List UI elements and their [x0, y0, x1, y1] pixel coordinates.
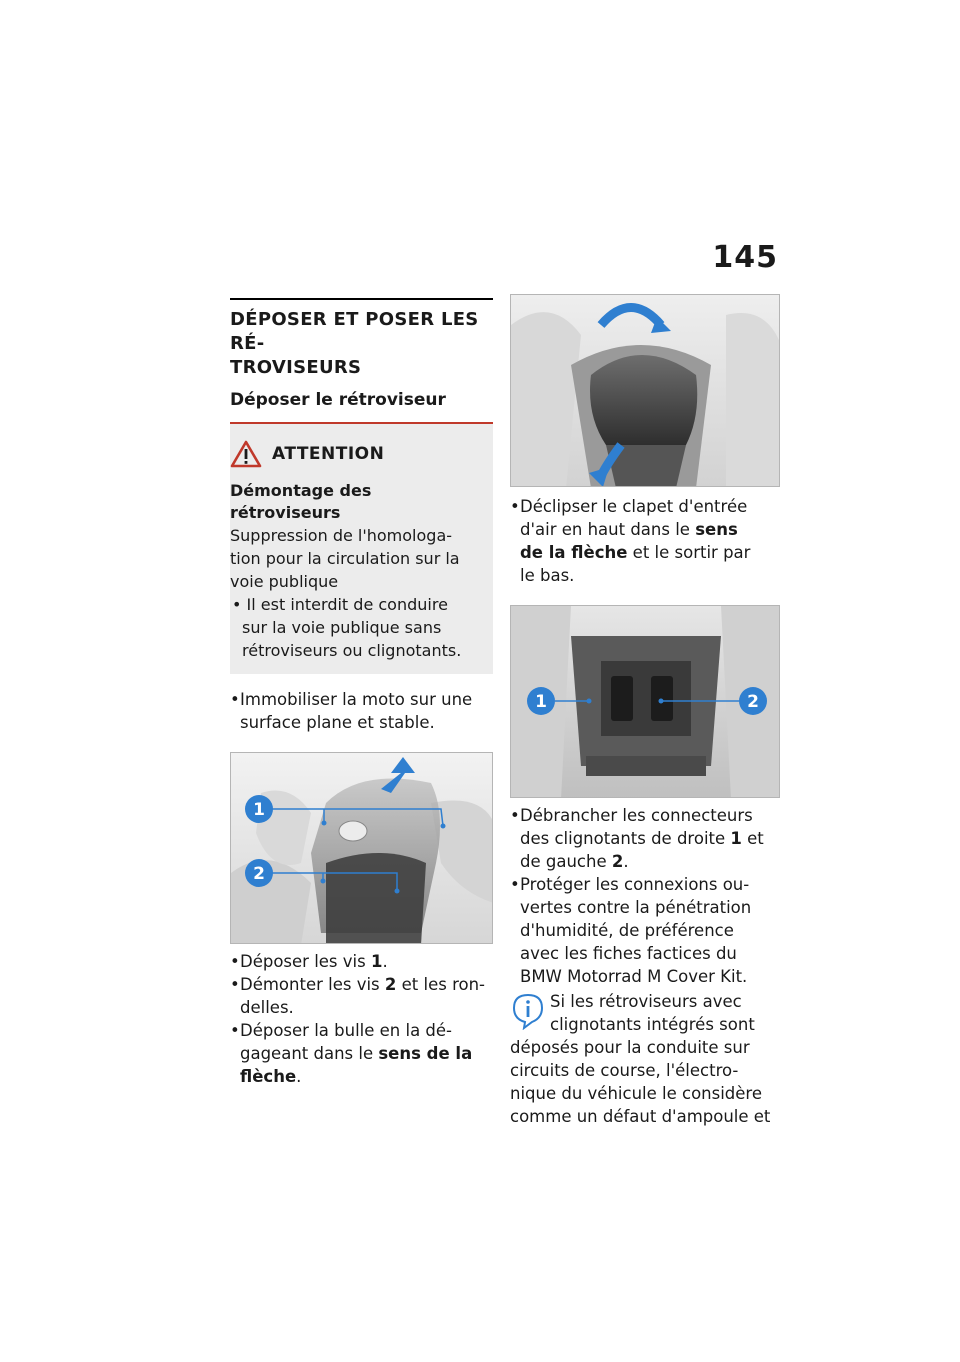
warning-title: ATTENTION: [272, 444, 385, 464]
warning-bullet-line: sur la voie publique sans: [242, 618, 442, 637]
step-immobilize: • Immobiliser la moto sur une surface plane et stable.: [230, 688, 493, 734]
step-line: Immobiliser la moto sur une: [240, 690, 473, 709]
warning-text-line: Suppression de l'homologa-: [230, 526, 453, 545]
figure-air-intake-flap: [510, 294, 780, 487]
info-line: nique du véhicule le considère: [510, 1084, 762, 1103]
callout-1: 1: [253, 800, 265, 820]
figure-windscreen-screws: [230, 752, 493, 944]
warning-subject: Démontage des rétroviseurs: [230, 481, 372, 522]
step-remove-screws-2: • Démonter les vis 2 et les ron- delles.: [230, 975, 486, 1017]
section-title: [230, 308, 493, 380]
warning-header: [230, 440, 483, 468]
callout-1: 1: [535, 692, 547, 712]
section-title-line-1: DÉPOSER ET POSER LES RÉ-: [230, 309, 479, 354]
page-number: 145: [712, 240, 778, 275]
info-note: [510, 990, 782, 1128]
step-remove-windscreen: • Déposer la bulle en la dé- gageant dans le sens de la flèche.: [230, 1021, 473, 1086]
info-line: Si les rétroviseurs avec: [550, 992, 742, 1011]
right-steps: [510, 804, 782, 988]
info-line: déposés pour la conduite sur: [510, 1038, 750, 1057]
step-line: surface plane et stable.: [240, 713, 435, 732]
warning-triangle-icon: [230, 440, 262, 468]
step-unclip-flap: • Déclipser le clapet d'entrée d'air en haut dans le sens de la flèche et le sortir par le bas.: [510, 497, 751, 585]
warning-box: [230, 424, 493, 674]
warning-text-line: voie publique: [230, 572, 339, 591]
left-column: [230, 298, 493, 1088]
warning-text-line: tion pour la circulation sur la: [230, 549, 460, 568]
warning-text: [230, 524, 483, 593]
right-column: [510, 294, 782, 1128]
info-line: comme un défaut d'ampoule et: [510, 1107, 771, 1126]
info-line: circuits de course, l'électro-: [510, 1061, 739, 1080]
info-line: clignotants intégrés sont: [550, 1015, 755, 1034]
warning-bullet: • Il est interdit de conduire sur la voie publique sans rétroviseurs ou clignotants.: [230, 593, 483, 662]
subsection-title: Déposer le rétroviseur: [230, 388, 493, 424]
section-title-line-2: TROVISEURS: [230, 357, 362, 378]
callout-2: 2: [253, 864, 265, 884]
figure-indicator-connectors: [510, 605, 780, 798]
step-disconnect-indicators: • Débrancher les connecteurs des clignotants de droite 1 et de gauche 2.: [510, 806, 764, 871]
callout-2: 2: [747, 692, 759, 712]
step-protect-connections: • Protéger les connexions ou- vertes contre la pénétration d'humidité, de préférence avec les fiches factices du BMW Motorrad M Cover Kit.: [510, 875, 752, 986]
info-icon: [510, 992, 546, 1030]
left-steps: [230, 950, 493, 1088]
section-rule: [230, 298, 493, 300]
warning-bullet-line: Il est interdit de conduire: [246, 595, 448, 614]
step-remove-screws-1: • Déposer les vis 1.: [230, 952, 388, 971]
warning-bullet-line: rétroviseurs ou clignotants.: [242, 641, 462, 660]
